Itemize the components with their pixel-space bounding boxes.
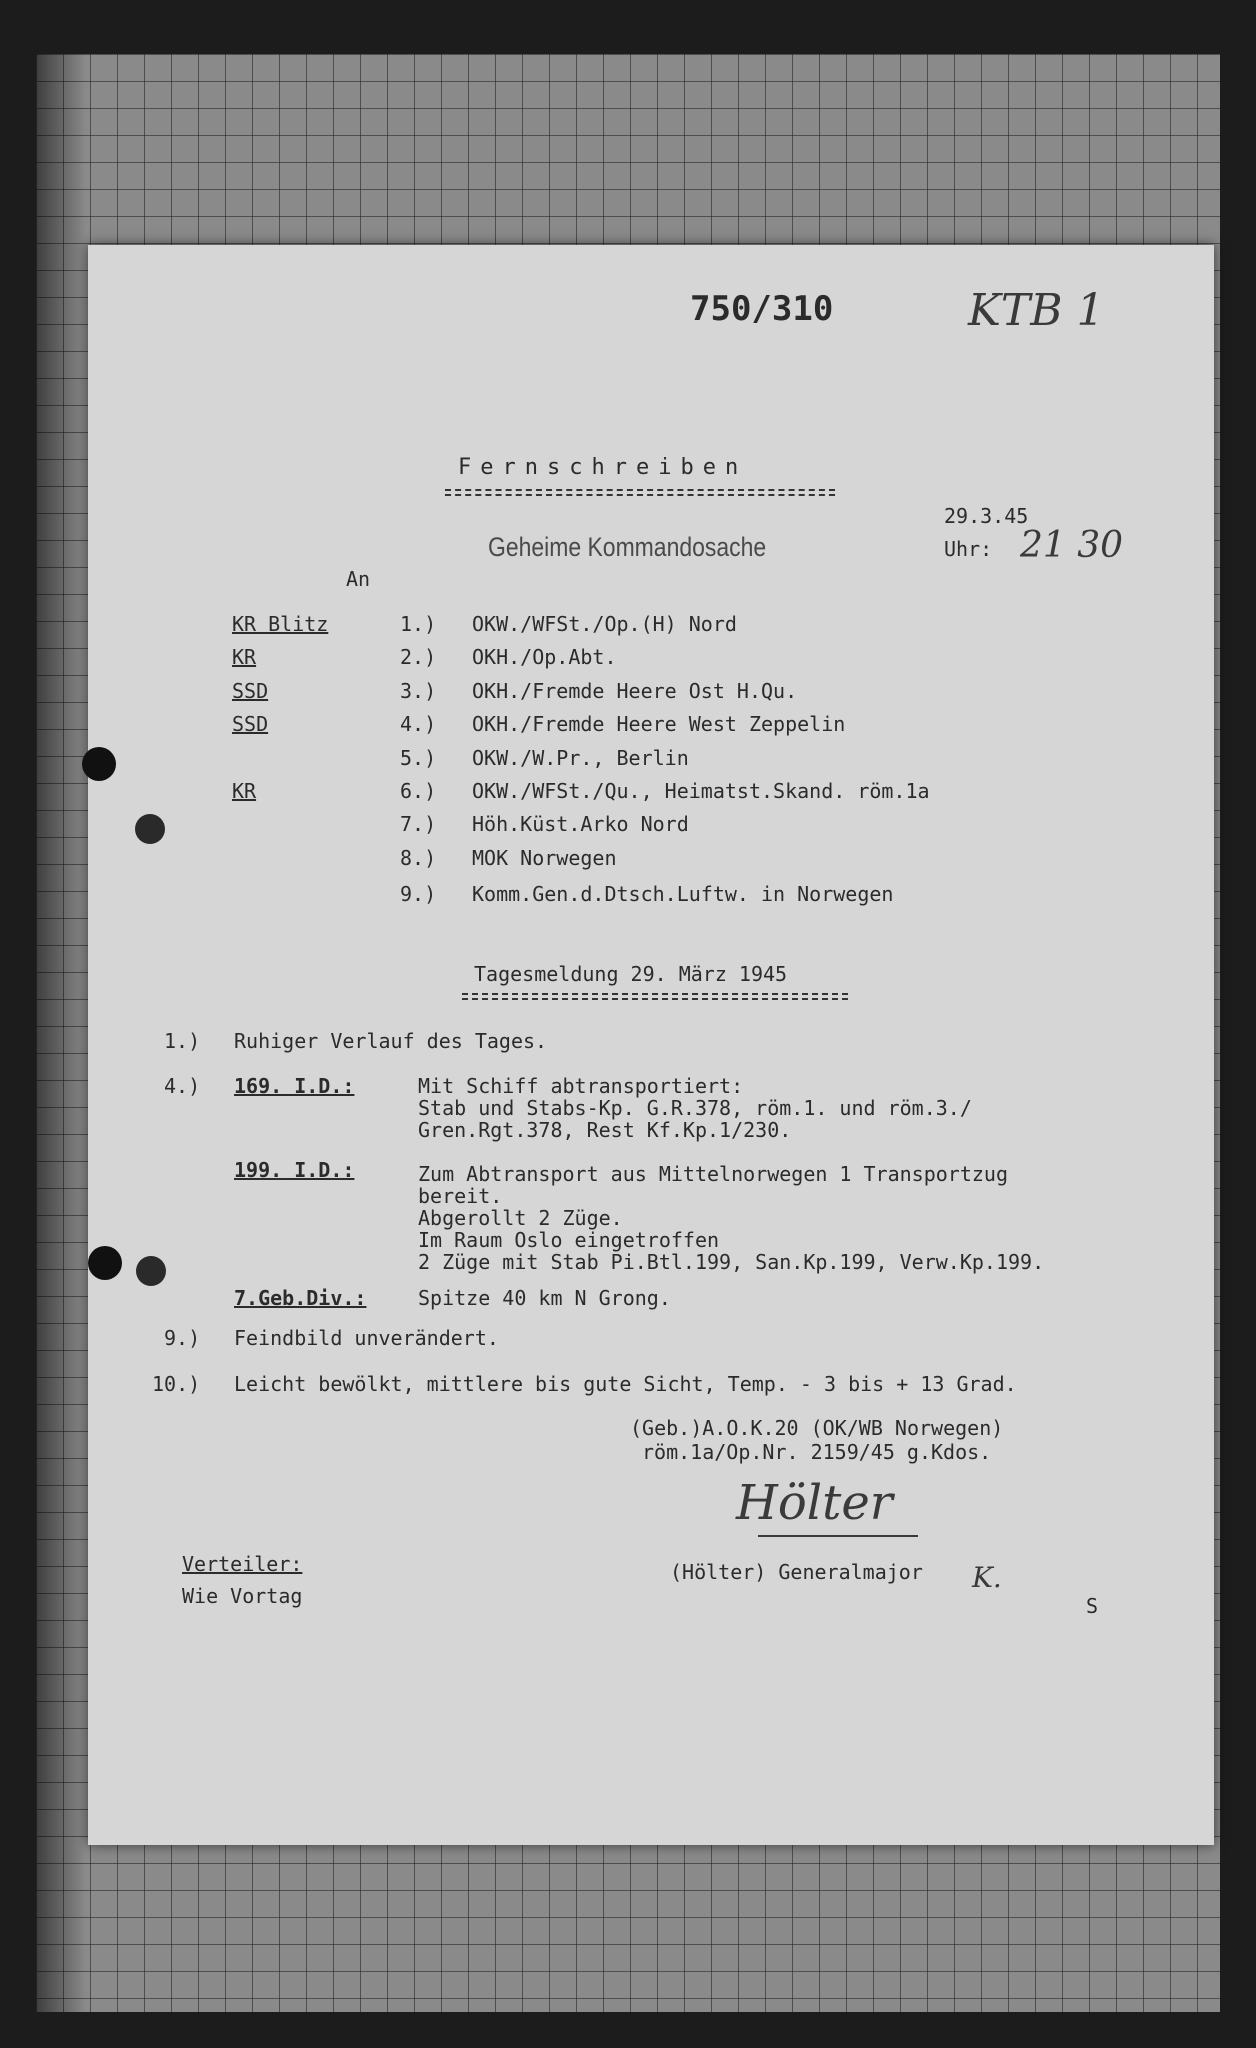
page-mark: S (1086, 1594, 1099, 1618)
punch-hole (82, 747, 116, 781)
time-label: Uhr: (944, 537, 993, 561)
report-title: Tagesmeldung 29. März 1945 (474, 962, 788, 986)
sender-ref: röm.1a/Op.Nr. 2159/45 g.Kdos. (642, 1440, 992, 1464)
unit-line: Abgerollt 2 Züge. (418, 1206, 623, 1230)
recipient-name: OKH./Fremde Heere Ost H.Qu. (472, 679, 798, 703)
punch-hole (135, 814, 165, 844)
recipient-name: OKH./Fremde Heere West Zeppelin (472, 712, 846, 736)
item-text: Leicht bewölkt, mittlere bis gute Sicht, Temp. - 3 bis + 13 Grad. (234, 1372, 1017, 1396)
item-number: 1.) (164, 1029, 201, 1053)
doc-number: 750/310 (690, 289, 834, 329)
unit-line: Im Raum Oslo eingetroffen (418, 1228, 720, 1252)
item-text: Feindbild unverändert. (234, 1326, 499, 1350)
item-number: 9.) (164, 1326, 201, 1350)
sender-unit: (Geb.)A.O.K.20 (OK/WB Norwegen) (630, 1416, 1004, 1440)
punch-hole (88, 1246, 122, 1280)
unit-line: Gren.Rgt.378, Rest Kf.Kp.1/230. (418, 1118, 792, 1142)
recipient-number: 8.) (400, 846, 437, 870)
signer: (Hölter) Generalmajor (670, 1560, 923, 1584)
unit-line: 2 Züge mit Stab Pi.Btl.199, San.Kp.199, Verw.Kp.199. (418, 1250, 1045, 1274)
handwritten-ref: KTB 1 (968, 285, 1105, 336)
priority-tag: SSD (232, 679, 269, 703)
report-title-underline (462, 993, 848, 1000)
recipient-name: OKW./WFSt./Op.(H) Nord (472, 612, 737, 636)
doc-type-underline (445, 489, 835, 496)
recipient-number: 2.) (400, 645, 437, 669)
recipient-name: OKW./WFSt./Qu., Heimatst.Skand. röm.1a (472, 779, 930, 803)
distribution-value: Wie Vortag (182, 1584, 303, 1608)
recipient-number: 9.) (400, 882, 437, 906)
signature: Hölter (736, 1475, 893, 1531)
recipient-number: 4.) (400, 712, 437, 736)
unit-line: Stab und Stabs-Kp. G.R.378, röm.1. und röm.3./ (418, 1096, 972, 1120)
recipient-name: OKH./Op.Abt. (472, 645, 617, 669)
unit-line: bereit. (418, 1184, 503, 1208)
signature-line (758, 1535, 918, 1537)
recipient-number: 1.) (400, 612, 437, 636)
unit-label: 199. I.D.: (234, 1158, 355, 1182)
priority-tag: KR Blitz (232, 612, 329, 636)
unit-line: Zum Abtransport aus Mittelnorwegen 1 Transportzug (418, 1162, 1009, 1186)
recipient-number: 5.) (400, 746, 437, 770)
doc-type: Fernschreiben (458, 455, 748, 480)
scan-shadow (36, 54, 86, 2012)
classification-stamp: Geheime Kommandosache (488, 532, 767, 562)
punch-hole (136, 1256, 166, 1286)
unit-line: Mit Schiff abtransportiert: (418, 1074, 744, 1098)
unit-label: 7.Geb.Div.: (234, 1286, 367, 1310)
recipients-label: An (346, 567, 371, 591)
unit-line: Spitze 40 km N Grong. (418, 1286, 671, 1310)
recipient-name: MOK Norwegen (472, 846, 617, 870)
recipient-name: OKW./W.Pr., Berlin (472, 746, 689, 770)
recipient-name: Komm.Gen.d.Dtsch.Luftw. in Norwegen (472, 882, 894, 906)
priority-tag: KR (232, 645, 257, 669)
recipient-number: 3.) (400, 679, 437, 703)
priority-tag: SSD (232, 712, 269, 736)
recipient-name: Höh.Küst.Arko Nord (472, 812, 689, 836)
recipient-number: 6.) (400, 779, 437, 803)
date: 29.3.45 (944, 504, 1029, 528)
item-number: 4.) (164, 1074, 201, 1098)
priority-tag: KR (232, 779, 257, 803)
distribution-label: Verteiler: (182, 1552, 303, 1576)
item-number: 10.) (152, 1372, 201, 1396)
telex-document (88, 245, 1214, 1845)
unit-label: 169. I.D.: (234, 1074, 355, 1098)
item-text: Ruhiger Verlauf des Tages. (234, 1029, 548, 1053)
recipient-number: 7.) (400, 812, 437, 836)
initial-mark: K. (972, 1561, 1002, 1594)
time-value: 21 30 (1020, 525, 1124, 566)
